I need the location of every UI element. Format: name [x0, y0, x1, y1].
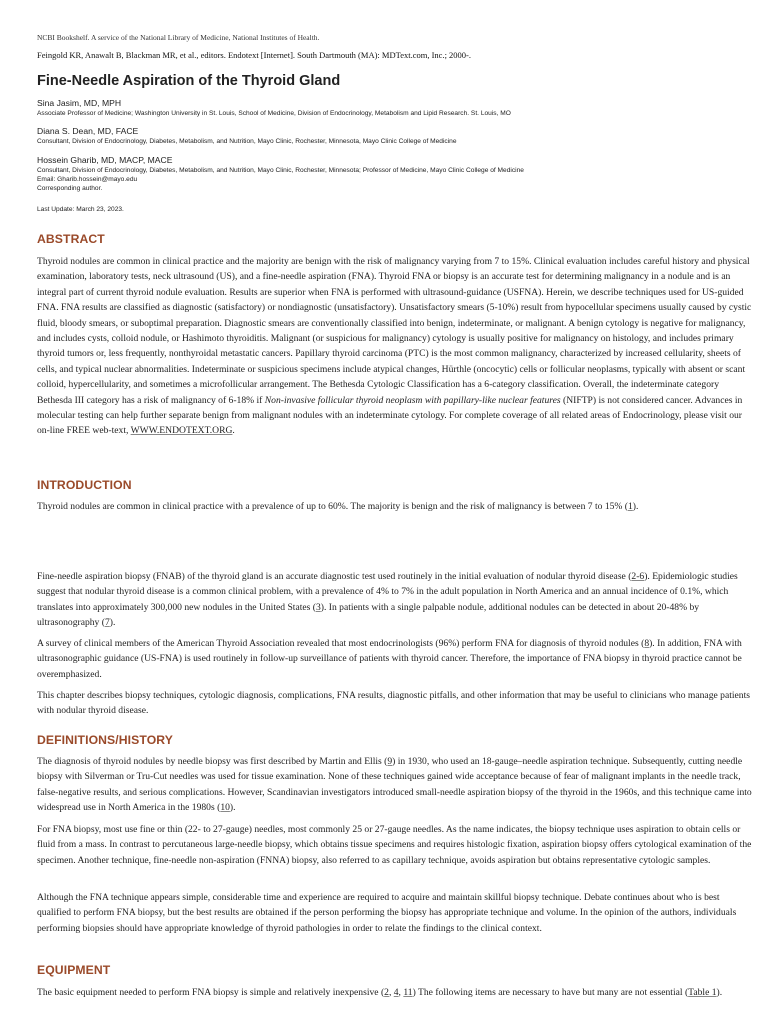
author-block-1 [37, 98, 511, 118]
introduction-paragraph-1: Thyroid nodules are common in clinical practice with a prevalence of up to 60%. The majority is benign and the risk of malignancy is between 7 to 15% (1). [37, 501, 639, 512]
reference-link[interactable]: 9 [387, 756, 393, 767]
citation-line: Feingold KR, Anawalt B, Blackman MR, et al., editors. Endotext [Internet]. South Dartmouth (MA): MDText.com, Inc.; 2000-. [37, 50, 472, 60]
reference-link[interactable]: 2-6 [631, 571, 645, 582]
definitions-paragraph-1: The diagnosis of thyroid nodules by needle biopsy was first described by Martin and Ellis (9) in 1930, who used an 18-gauge–needle aspiration technique. Subsequently, cutting needle biopsy with Silverman or Tru-Cut needles was used for tissue examination. None of these techniques gained wide acceptance because of fear of malignant implants in the needle track, false-negative results, and serious complications. However, Scandinavian investigators introduced small-needle aspiration biopsy of the thyroid in the 1960s, and this technique came into widespread use in North America in the 1980s (10). [37, 756, 752, 814]
page-title: Fine-Needle Aspiration of the Thyroid Gland [37, 73, 341, 89]
definitions-paragraph-3: Although the FNA technique appears simple, considerable time and experience are required to acquire and maintain skillful biopsy technique. Debate continues about who is best qualified to perform FNA biopsy, but the best results are obtained if the person performing the biopsy has appropriate technique and volume. In the opinion of the authors, individuals performing biopsies should have appropriate knowledge of thyroid pathologies in order to relate the findings to the clinical context. [37, 892, 737, 934]
reference-link[interactable]: 3 [315, 601, 321, 613]
reference-link[interactable]: 4 [393, 987, 399, 998]
last-update: Last Update: March 23, 2023. [37, 206, 124, 213]
introduction-paragraph-3: A survey of clinical members of the American Thyroid Association revealed that most endocrinologists (96%) perform FNA for diagnosis of thyroid nodules (8). In addition, FNA with ultrasonographic guidance (US-FNA) is used routinely in follow-up surveillance of patients with thyroid cancer. Therefore, the importance of FNA biopsy in thyroid practice cannot be overemphasized. [37, 638, 742, 680]
section-heading-definitions: DEFINITIONS/HISTORY [37, 733, 173, 747]
reference-link[interactable]: 7 [104, 617, 110, 629]
reference-link[interactable]: 8 [644, 638, 650, 649]
author-affiliation: Consultant, Division of Endocrinology, Diabetes, Metabolism, and Nutrition, Mayo Clinic, Rochester, Minnesota, Mayo Clinic College of Medicine [37, 138, 457, 145]
table-link[interactable]: Table 1 [688, 987, 717, 998]
author-name: Hossein Gharib, MD, MACP, MACE [37, 155, 173, 165]
section-heading-abstract: ABSTRACT [37, 232, 105, 246]
author-affiliation: Consultant, Division of Endocrinology, Diabetes, Metabolism, and Nutrition, Mayo Clinic, Rochester, Minnesota; Professor of Medicine, Mayo Clinic College of Medicine [37, 167, 524, 174]
author-block-2 [37, 126, 457, 146]
equipment-paragraph-1: The basic equipment needed to perform FNA biopsy is simple and relatively inexpensive (2, 4, 11) The following items are necessary to have but many are not essential (Table 1). [37, 987, 723, 998]
author-block-3 [37, 155, 524, 193]
reference-link[interactable]: 2 [384, 987, 389, 998]
bookshelf-banner: NCBI Bookshelf. A service of the National Library of Medicine, National Institutes of Health. [37, 33, 320, 42]
introduction-paragraph-4: This chapter describes biopsy techniques, cytologic diagnosis, complications, FNA results, diagnostic pitfalls, and other information that may be useful to clinicians who manage patients with nodular thyroid disease. [37, 690, 750, 717]
corresponding-author-note: Corresponding author. [37, 185, 103, 192]
definitions-paragraph-2: For FNA biopsy, most use fine or thin (22- to 27-gauge) needles, most commonly 25 or 27-gauge needles. As the name indicates, the biopsy technique uses aspiration to obtain cells or fluid from a mass. In contrast to percutaneous large-needle biopsy, which obtains tissue specimens and requires histologic fixation, aspiration biopsy offers cytological examination of the specimen. Another technique, fine-needle non-aspiration (FNNA) biopsy, also referred to as capillary technique, avoids aspiration but obtains representative cytologic samples. [37, 824, 752, 866]
reference-link[interactable]: 10 [220, 802, 230, 814]
section-heading-equipment: EQUIPMENT [37, 963, 111, 977]
endotext-link[interactable]: WWW.ENDOTEXT.ORG [130, 425, 233, 437]
author-email: Email: Gharib.hossein@mayo.edu [37, 176, 138, 183]
author-affiliation: Associate Professor of Medicine; Washington University in St. Louis, School of Medicine, Division of Endocrinology, Metabolism and Lipid Research. St. Louis, MO [37, 110, 511, 117]
reference-link[interactable]: 11 [403, 987, 413, 998]
reference-link[interactable]: 1 [628, 501, 633, 512]
introduction-paragraph-2: Fine-needle aspiration biopsy (FNAB) of the thyroid gland is an accurate diagnostic test used routinely in the initial evaluation of nodular thyroid disease (2-6). Epidemiologic studies suggest that nodular thyroid disease is a common clinical problem, with a prevalence of 4% to 7% in the adult population in North America and an annual incidence of 0.1%, which translates into approximately 300,000 new nodules in the United States (3). In patients with a single palpable nodule, additional nodules can be detected in about 20-48% by ultrasonography (7). [37, 571, 738, 629]
abstract-paragraph: Thyroid nodules are common in clinical practice and the majority are benign with the risk of malignancy varying from 7 to 15%. Clinical evaluation includes careful history and physical examination, laboratory tests, neck ultrasound (US), and a fine-needle aspiration (FNA). Thyroid FNA or biopsy is an accurate test for determining malignancy in a nodule and is an integral part of current thyroid nodule evaluation. Results are superior when FNA is performed with ultrasound-guidance (USFNA). Herein, we describe techniques used for US-guided FNA. FNA results are classified as diagnostic (satisfactory) or nondiagnostic (unsatisfactory). Unsatisfactory smears (5-10%) result from hypocellular specimens usually caused by cystic fluid, bloody smears, or suboptimal preparation. Diagnostic smears are conventionally classified into benign, indeterminate, or malignant. A benign cytology is negative for malignancy, and includes cysts, colloid nodule, or Hashimoto thyroiditis. Malignant (or suspicious for malignancy) cytology is usually positive for malignancy on histology, and includes primary thyroid tumors or, less frequently, nonthyroidal metastatic cancers. Papillary thyroid carcinoma (PTC) is the most common malignancy, characterized by increased cellularity, sheets of cells, and typical nuclear abnormalities. Indeterminate or suspicious specimens include atypical changes, Hürthle (oncocytic) cells or follicular neoplasms, typically with absent or scant colloid, hypercellularity, and sometimes a microfollicular arrangement. The Bethesda Cytologic Classification has a 6-category classification. Overall, the indeterminate category Bethesda III category has a risk of malignancy of 6-18% if Non-invasive follicular thyroid neoplasm with papillary-like nuclear features (NIFTP) is not considered cancer. Advances in molecular testing can help further separate benign from malignant nodules with an indeterminate cytology. For complete coverage of all related areas of Endocrinology, please visit our on-line FREE web-text, WWW.ENDOTEXT.ORG. [37, 256, 752, 437]
author-name: Diana S. Dean, MD, FACE [37, 126, 139, 136]
section-heading-introduction: INTRODUCTION [37, 478, 132, 492]
author-name: Sina Jasim, MD, MPH [37, 98, 122, 108]
